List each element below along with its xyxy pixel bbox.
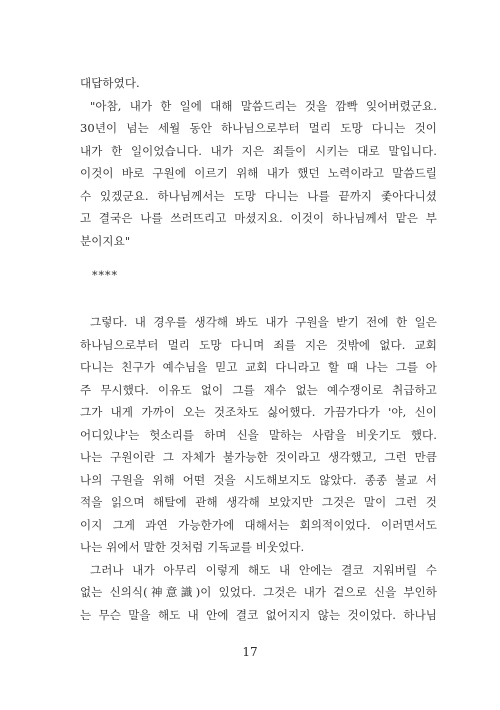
- section-separator: ****: [92, 269, 118, 282]
- text-line: "아참, 내가 한 일에 대해 말씀드리는 것을 깜빡 잊어버렸군요.: [90, 98, 437, 113]
- text-line: 나는 구원이란 그 자체가 불가능한 것이라고 생각했고, 그런 만큼: [80, 450, 437, 464]
- page-number: 17: [242, 645, 258, 659]
- text-line: 이지 그게 과연 가능한가에 대해서는 회의적이었다. 이러면서도: [80, 517, 437, 532]
- text-line: 그러나 내가 아무리 이렇게 해도 내 안에는 결코 지워버릴 수: [90, 562, 437, 577]
- text-line: 내가 한 일이었습니다. 내가 지은 죄들이 시키는 대로 말입니다.: [80, 143, 437, 158]
- text-line: 어디있냐'는 헛소리를 하며 신을 말하는 사람을 비웃기도 했다.: [80, 427, 437, 442]
- text-line: 그렇다. 내 경우를 생각해 봐도 내가 구원을 받기 전에 한 일은: [90, 315, 437, 329]
- text-line: 다니는 친구가 예수님을 믿고 교회 다니라고 할 때 나는 그를 아: [80, 360, 437, 374]
- text-line: 수 있겠군요. 하나님께서는 도망 다니는 나를 끝까지 좇아다니셨: [80, 188, 437, 203]
- text-line: 나의 구원을 위해 어떤 것을 시도해보지도 않았다. 종종 불교 서: [80, 472, 437, 487]
- text-line: 적을 읽으며 해탈에 관해 생각해 보았지만 그것은 말이 그런 것: [80, 495, 437, 509]
- text-line: 는 무슨 말을 해도 내 안에 결코 없어지지 않는 것이었다. 하나님: [80, 607, 437, 622]
- text-line: 분이지요": [80, 233, 131, 248]
- text-line: 이것이 바로 구원에 이르기 위해 내가 했던 노력이라고 말씀드릴: [80, 166, 437, 180]
- text-line: 나는 위에서 말한 것처럼 기독교를 비웃었다.: [80, 540, 305, 554]
- text-line: 30년이 넘는 세월 동안 하나님으로부터 멀리 도망 다니는 것이: [80, 121, 437, 135]
- text-line: 그가 내게 가까이 오는 것조차도 싫어했다. 가끔가다가 '야, 신이: [80, 405, 437, 419]
- text-line: 주 무시했다. 이유도 없이 그를 재수 없는 예수쟁이로 취급하고: [80, 382, 437, 397]
- text-line: 없는 신의식(神意識)이 있었다. 그것은 내가 겉으로 신을 부인하: [80, 585, 437, 599]
- page-body-text: [80, 72, 437, 626]
- text-line: 고 결국은 나를 쓰러뜨리고 마셨지요. 이것이 하나님께서 맡은 부: [80, 211, 437, 225]
- text-line: 대답하였다.: [80, 76, 140, 90]
- text-line: 하나님으로부터 멀리 도망 다니며 죄를 지은 것밖에 없다. 교회: [80, 337, 437, 352]
